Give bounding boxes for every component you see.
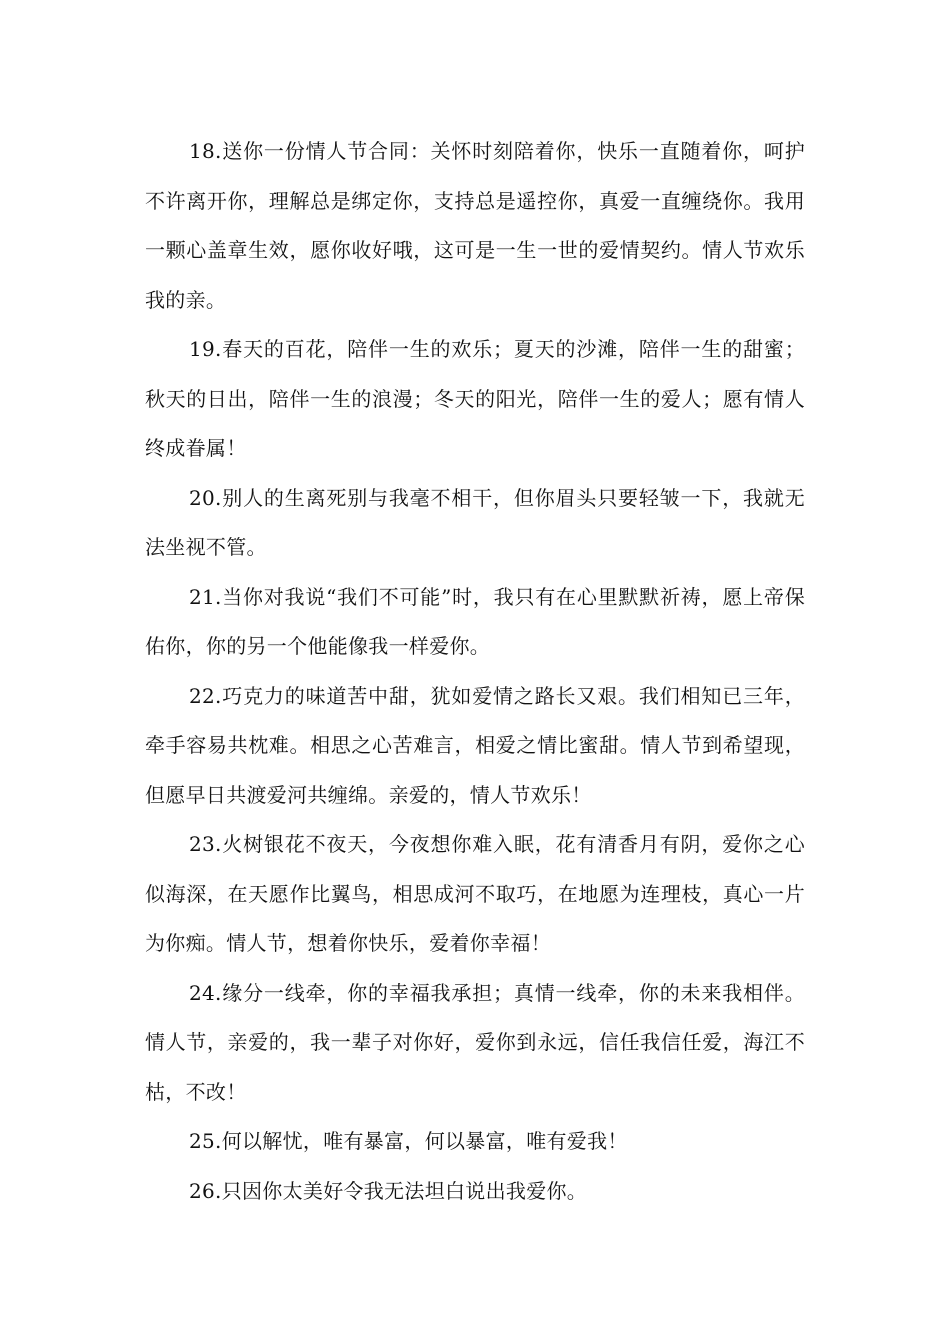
paragraph-21: 21.当你对我说“我们不可能”时，我只有在心里默默祈祷，愿上帝保佑你，你的另一个他能像我一样爱你。 bbox=[145, 584, 805, 658]
paragraph-22: 22.巧克力的味道苦中甜，犹如爱情之路长又艰。我们相知已三年，牵手容易共枕难。相思之心苦难言，相爱之情比蜜甜。情人节到希望现，但愿早日共渡爱河共缠绵。亲爱的，情人节欢乐！ bbox=[145, 683, 805, 807]
paragraph-23: 23.火树银花不夜天，今夜想你难入眠，花有清香月有阴，爱你之心似海深，在天愿作比翼鸟，相思成河不取巧，在地愿为连理枝，真心一片为你痴。情人节，想着你快乐，爱着你幸福！ bbox=[145, 832, 805, 955]
paragraph-26: 26.只因你太美好令我无法坦白说出我爱你。 bbox=[189, 1178, 588, 1203]
paragraph-25: 25.何以解忧，唯有暴富，何以暴富，唯有爱我！ bbox=[189, 1129, 628, 1153]
paragraph-24: 24.缘分一线牵，你的幸福我承担；真情一线牵，你的未来我相伴。情人节，亲爱的，我一辈子对你好，爱你到永远，信任我信任爱，海江不枯，不改！ bbox=[145, 980, 805, 1104]
paragraph-18: 18.送你一份情人节合同：关怀时刻陪着你，快乐一直随着你，呵护不许离开你，理解总是绑定你，支持总是遥控你，真爱一直缠绕你。我用一颗心盖章生效，愿你收好哦，这可是一生一世的爱情契约。情人节欢乐我的亲。 bbox=[145, 139, 805, 312]
paragraph-19: 19.春天的百花，陪伴一生的欢乐；夏天的沙滩，陪伴一生的甜蜜；秋天的日出，陪伴一生的浪漫；冬天的阳光，陪伴一生的爱人；愿有情人终成眷属！ bbox=[145, 337, 805, 460]
paragraph-20: 20.别人的生离死别与我毫不相干，但你眉头只要轻皱一下，我就无法坐视不管。 bbox=[145, 485, 805, 559]
